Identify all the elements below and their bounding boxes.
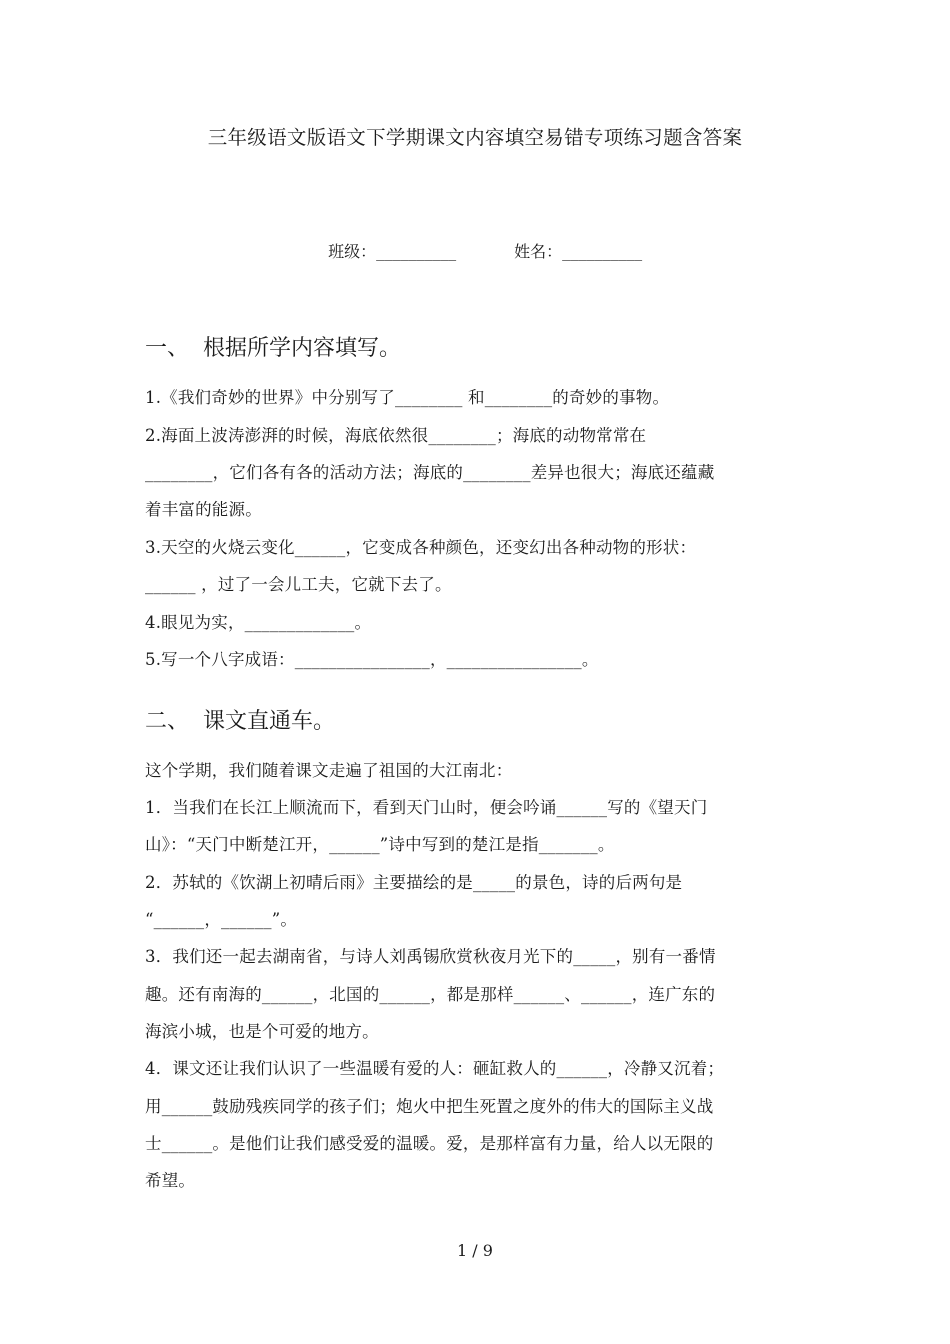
section-2-line: 这个学期，我们随着课文走遍了祖国的大江南北： <box>145 761 513 780</box>
section-2-line: 海滨小城，也是个可爱的地方。 <box>145 1022 379 1041</box>
section-1-line: ________，它们各有各的活动方法；海底的________差异也很大；海底还蕴藏 <box>145 463 715 482</box>
section-2-line: 趣。还有南海的______，北国的______，都是那样______、______，连广东的 <box>145 985 716 1004</box>
section-1-line: 5.写一个八字成语：________________，________________。 <box>145 650 599 669</box>
document-title: 三年级语文版语文下学期课文内容填空易错专项练习题含答案 <box>207 126 743 149</box>
section-1-line: ______ ，过了一会儿工夫，它就下去了。 <box>145 575 452 594</box>
section-2-line: 3．我们还一起去湖南省，与诗人刘禹锡欣赏秋夜月光下的_____，别有一番情 <box>145 947 716 966</box>
section-1-line: 2.海面上波涛澎湃的时候，海底依然很________；海底的动物常常在 <box>145 426 647 445</box>
student-info <box>0 220 950 281</box>
section-2-line: 2．苏轼的《饮湖上初晴后雨》主要描绘的是_____的景色，诗的后两句是 <box>145 873 683 892</box>
section-2-line: 4．课文还让我们认识了一些温暖有爱的人：砸缸救人的______，冷静又沉着； <box>145 1059 725 1078</box>
section-2-line: 山》：“天门中断楚江开，______”诗中写到的楚江是指_______。 <box>145 835 615 854</box>
section-2-line: 用______鼓励残疾同学的孩子们；炮火中把生死置之度外的伟大的国际主义战 <box>145 1097 714 1116</box>
section-1-line: 3.天空的火烧云变化______，它变成各种颜色，还变幻出各种动物的形状： <box>145 538 697 557</box>
section-1-heading: 一、 根据所学内容填写。 <box>145 336 401 361</box>
section-2-line: 士______。是他们让我们感受爱的温暖。爱，是那样富有力量，给人以无限的 <box>145 1134 714 1153</box>
section-2-line: 1．当我们在长江上顺流而下，看到天门山时，便会吟诵______写的《望天门 <box>145 798 708 817</box>
section-1-line: 1.《我们奇妙的世界》中分别写了________ 和________的奇妙的事物。 <box>145 388 670 407</box>
section-2-heading: 二、 课文直通车。 <box>145 709 335 734</box>
section-1-line: 着丰富的能源。 <box>145 500 262 519</box>
section-2-line: “______，______”。 <box>145 910 298 929</box>
section-1-line: 4.眼见为实，_____________。 <box>145 613 372 632</box>
section-2-line: 希望。 <box>145 1171 196 1190</box>
name-field: 姓名：__________ <box>514 242 643 261</box>
class-field: 班级：__________ <box>328 242 457 261</box>
page-number: 1 / 9 <box>457 1241 493 1260</box>
